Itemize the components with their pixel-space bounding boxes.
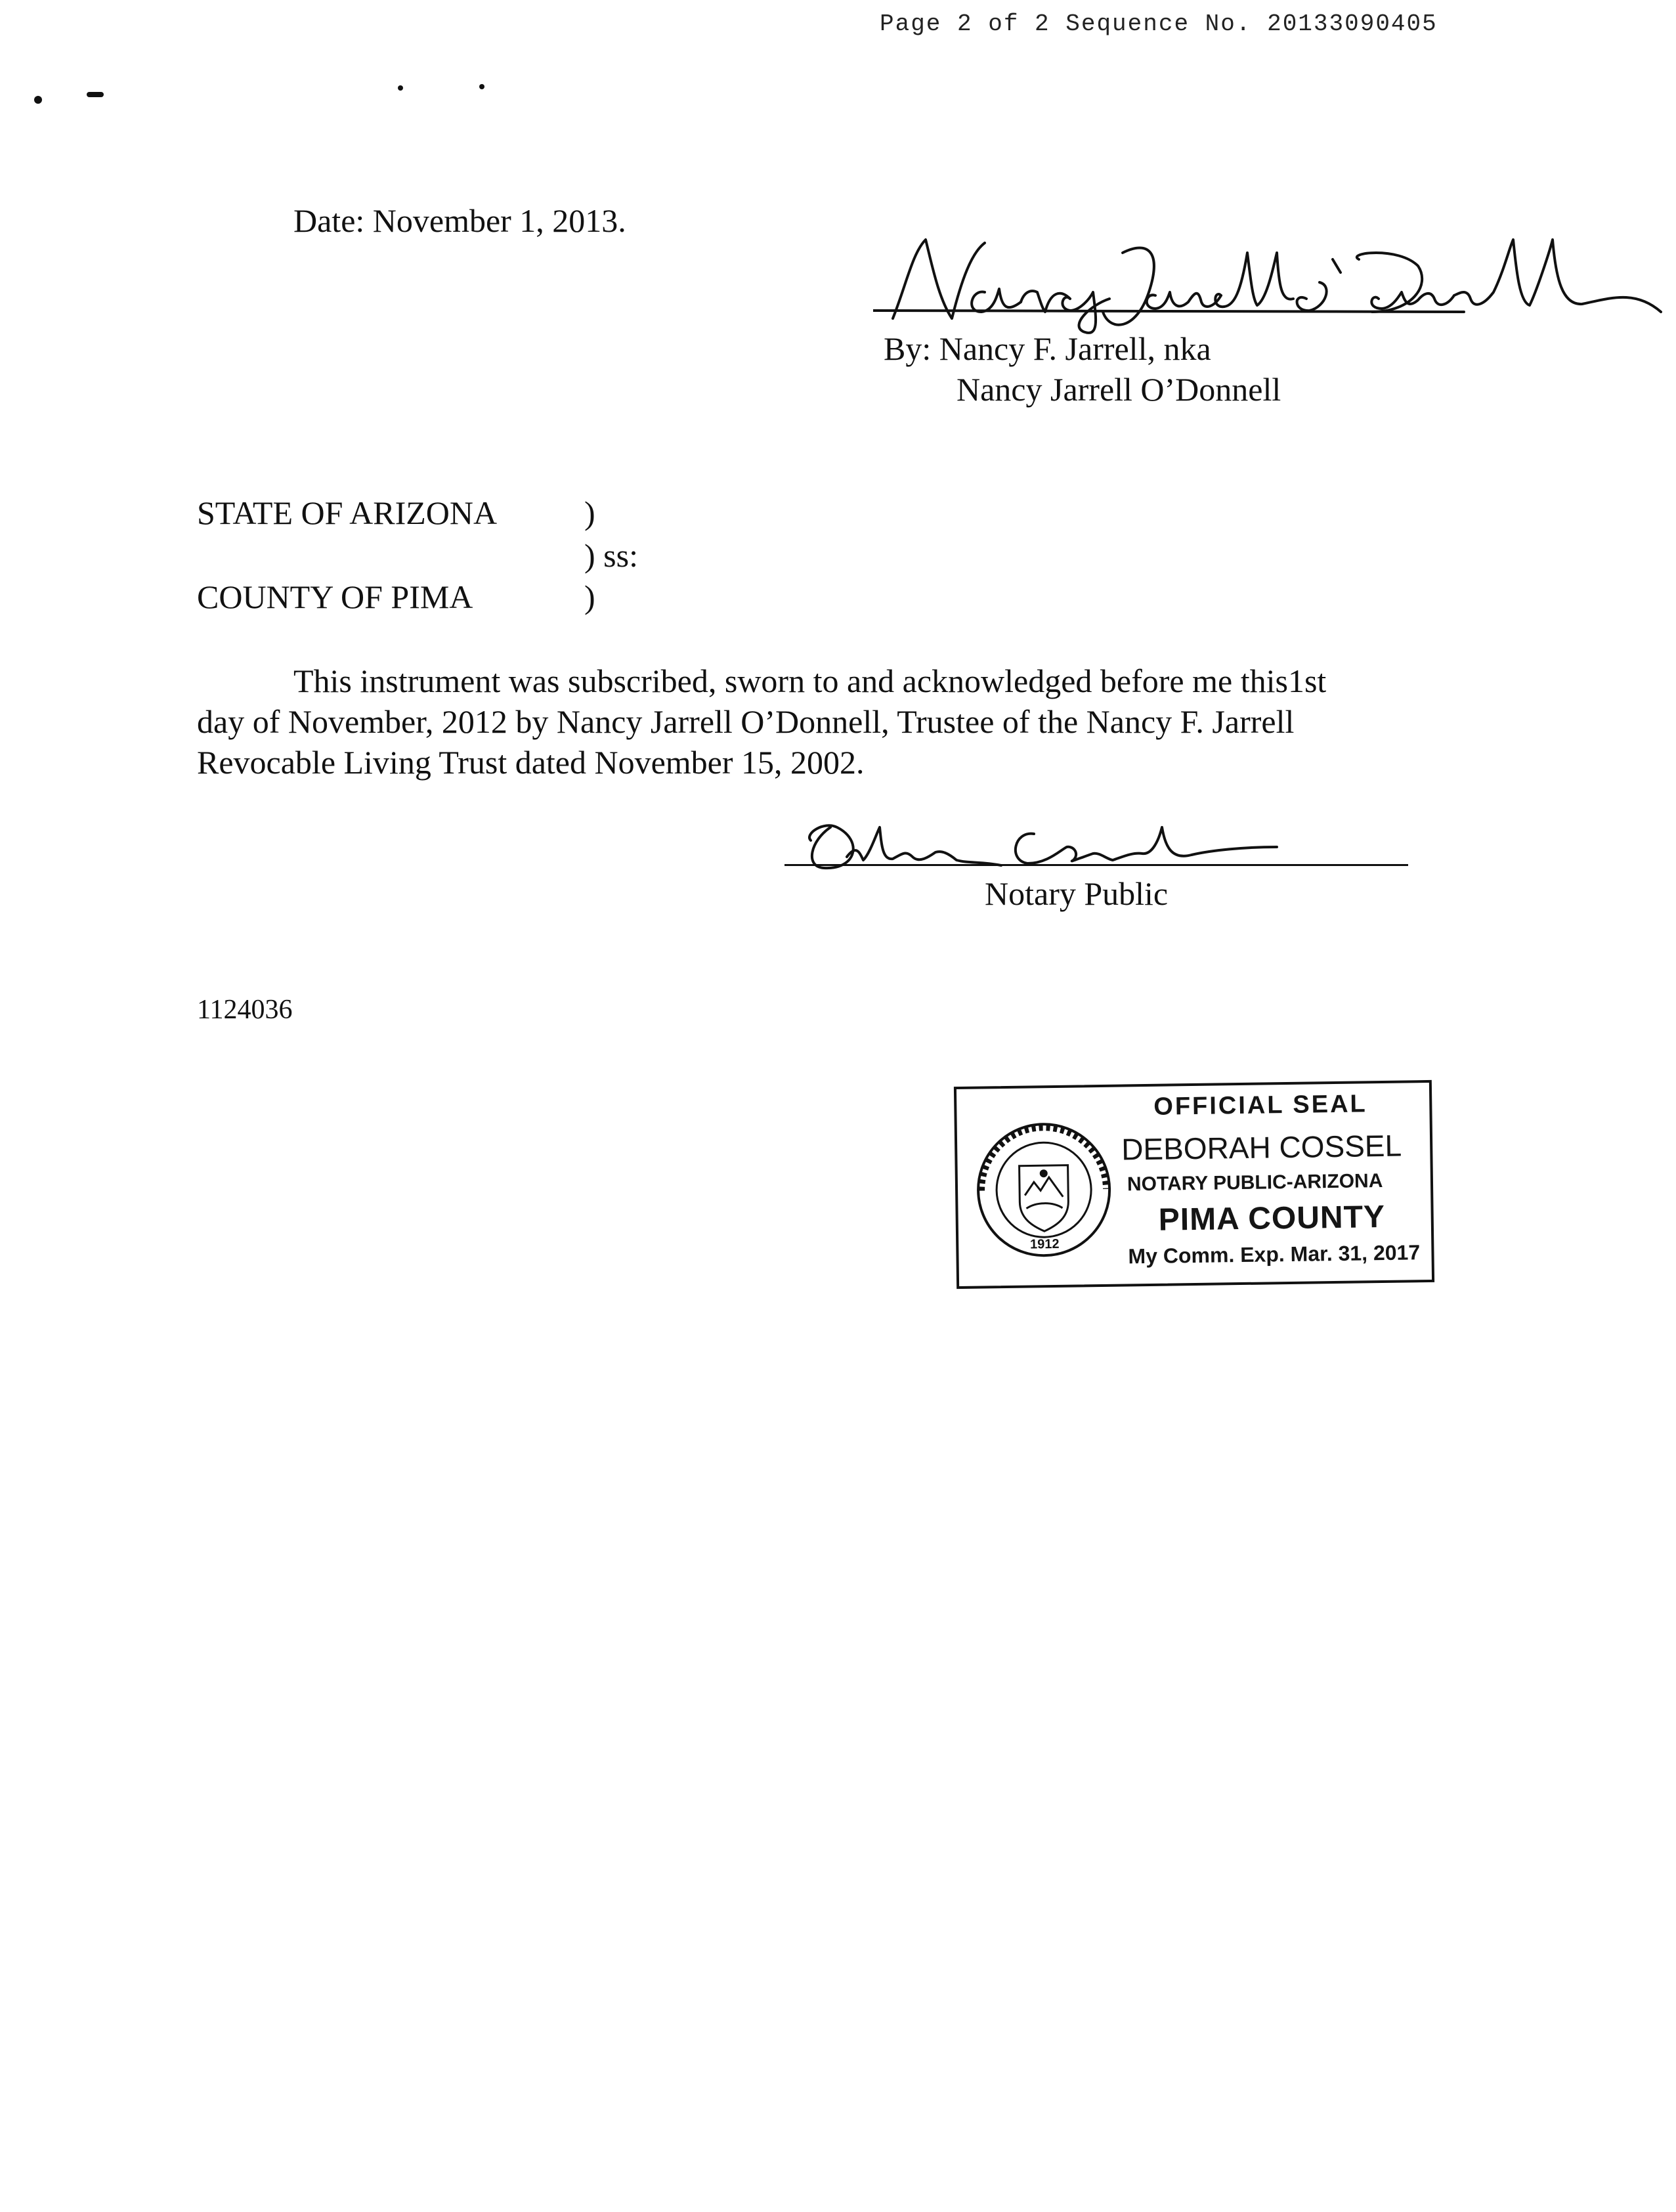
acknowledgment-line-1: This instrument was subscribed, sworn to and acknowledged before me this1st bbox=[293, 662, 1327, 699]
signer-name-line: Nancy Jarrell O’Donnell bbox=[956, 371, 1281, 408]
notary-title: Notary Public bbox=[985, 875, 1169, 912]
signer-by-line: By: Nancy F. Jarrell, nka bbox=[884, 330, 1211, 367]
scan-speck bbox=[87, 92, 104, 97]
date-line: Date: November 1, 2013. bbox=[293, 202, 626, 239]
page-sequence-header: Page 2 of 2 Sequence No. 20133090405 bbox=[880, 11, 1438, 37]
arizona-state-seal-emblem bbox=[973, 1119, 1116, 1262]
seal-heading: OFFICIAL SEAL bbox=[1153, 1090, 1368, 1121]
seal-expiration: My Comm. Exp. Mar. 31, 2017 bbox=[1128, 1240, 1421, 1269]
grantor-signature bbox=[873, 227, 1667, 338]
seal-notary-role: NOTARY PUBLIC-ARIZONA bbox=[1127, 1169, 1383, 1196]
venue-paren-top: ) bbox=[584, 494, 595, 531]
scan-speck bbox=[398, 85, 403, 91]
official-seal-stamp bbox=[954, 1080, 1434, 1289]
document-number: 1124036 bbox=[197, 995, 293, 1025]
venue-county: COUNTY OF PIMA bbox=[197, 578, 473, 615]
seal-notary-name: DEBORAH COSSEL bbox=[1121, 1128, 1402, 1167]
seal-county: PIMA COUNTY bbox=[1158, 1199, 1386, 1238]
acknowledgment-paragraph bbox=[197, 661, 1444, 783]
acknowledgment-line-2: day of November, 2012 by Nancy Jarrell O’Donnell, Trustee of the Nancy F. Jarrell bbox=[197, 703, 1295, 740]
venue-state: STATE OF ARIZONA bbox=[197, 494, 498, 531]
svg-text:1912: 1912 bbox=[1029, 1236, 1060, 1252]
acknowledgment-line-3: Revocable Living Trust dated November 15, 2002. bbox=[197, 744, 865, 781]
venue-paren-bottom: ) bbox=[584, 578, 595, 615]
notary-signature-line bbox=[784, 864, 1408, 866]
scan-speck bbox=[34, 96, 42, 104]
venue-ss: ) ss: bbox=[584, 537, 638, 574]
scan-speck bbox=[479, 84, 484, 89]
